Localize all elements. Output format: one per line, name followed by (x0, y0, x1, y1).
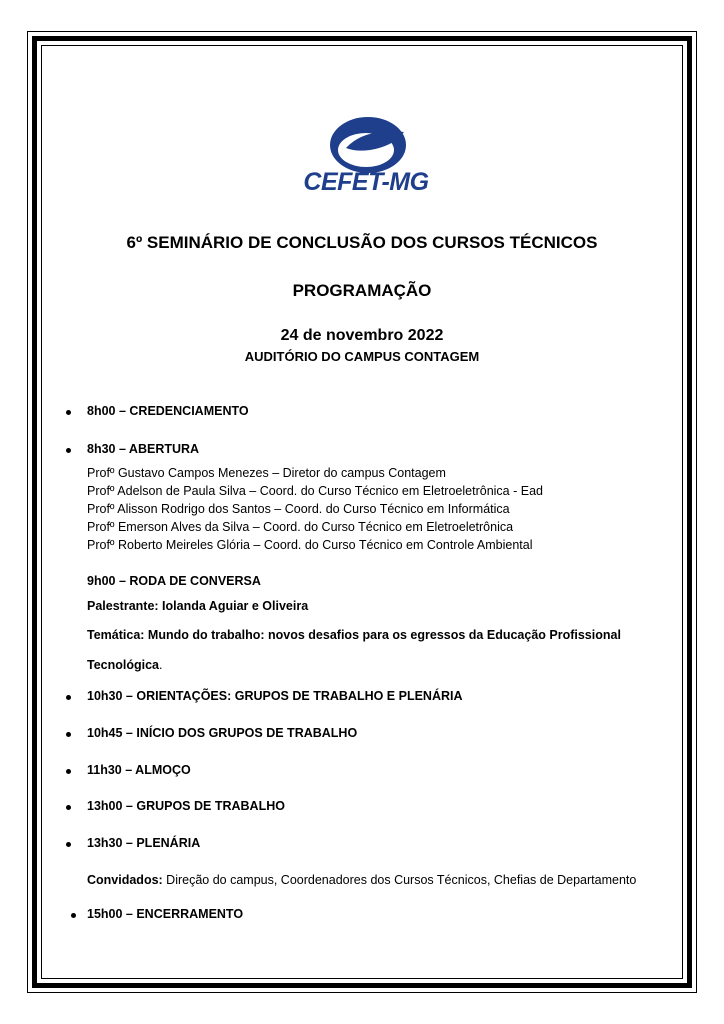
document-title: 6º SEMINÁRIO DE CONCLUSÃO DOS CURSOS TÉCNICOS (126, 233, 598, 252)
speaker-line: Profº Emerson Alves da Silva – Coord. do Curso Técnico em Eletroeletrônica (87, 520, 514, 534)
bullet-icon (66, 448, 71, 453)
bullet-icon (66, 805, 71, 810)
bullet-icon (66, 732, 71, 737)
schedule-item-orientacoes: 10h30 – ORIENTAÇÕES: GRUPOS DE TRABALHO E PLENÁRIA (87, 689, 463, 703)
speaker-line: Profº Adelson de Paula Silva – Coord. do Curso Técnico em Eletroeletrônica - Ead (87, 484, 543, 498)
tematica-period: . (159, 658, 163, 672)
logo-text: CEFET-MG (303, 168, 429, 196)
document-subtitle: PROGRAMAÇÃO (292, 281, 432, 300)
bullet-icon (66, 842, 71, 847)
event-venue: AUDITÓRIO DO CAMPUS CONTAGEM (244, 349, 480, 364)
schedule-item-inicio: 10h45 – INÍCIO DOS GRUPOS DE TRABALHO (87, 726, 358, 740)
tematica-line-2 (87, 658, 163, 672)
tematica-line: Temática: Mundo do trabalho: novos desafios para os egressos da Educação Profissional (87, 628, 621, 642)
convidados-text: Direção do campus, Coordenadores dos Cursos Técnicos, Chefias de Departamento (162, 873, 637, 887)
schedule-item-roda: 9h00 – RODA DE CONVERSA (87, 574, 261, 588)
schedule-item-plenaria: 13h30 – PLENÁRIA (87, 836, 201, 850)
convidados-label: Convidados: (87, 873, 163, 887)
convidados-line (87, 873, 636, 887)
speaker-line: Profº Roberto Meireles Glória – Coord. do Curso Técnico em Controle Ambiental (87, 538, 533, 552)
bullet-icon (71, 913, 76, 918)
schedule-item-almoco: 11h30 – ALMOÇO (87, 763, 191, 777)
event-date: 24 de novembro 2022 (280, 327, 444, 344)
schedule-item-abertura: 8h30 – ABERTURA (87, 442, 200, 456)
schedule-item-grupos: 13h00 – GRUPOS DE TRABALHO (87, 799, 285, 813)
palestrante-line: Palestrante: Iolanda Aguiar e Oliveira (87, 599, 309, 613)
speaker-line: Profº Gustavo Campos Menezes – Diretor do campus Contagem (87, 466, 446, 480)
speaker-line: Profº Alisson Rodrigo dos Santos – Coord. do Curso Técnico em Informática (87, 502, 510, 516)
tematica-continued: Tecnológica (87, 658, 160, 672)
schedule-item-encerramento: 15h00 – ENCERRAMENTO (87, 907, 244, 921)
schedule-item-credenciamento: 8h00 – CREDENCIAMENTO (87, 404, 249, 418)
bullet-icon (66, 769, 71, 774)
bullet-icon (66, 410, 71, 415)
bullet-icon (66, 695, 71, 700)
